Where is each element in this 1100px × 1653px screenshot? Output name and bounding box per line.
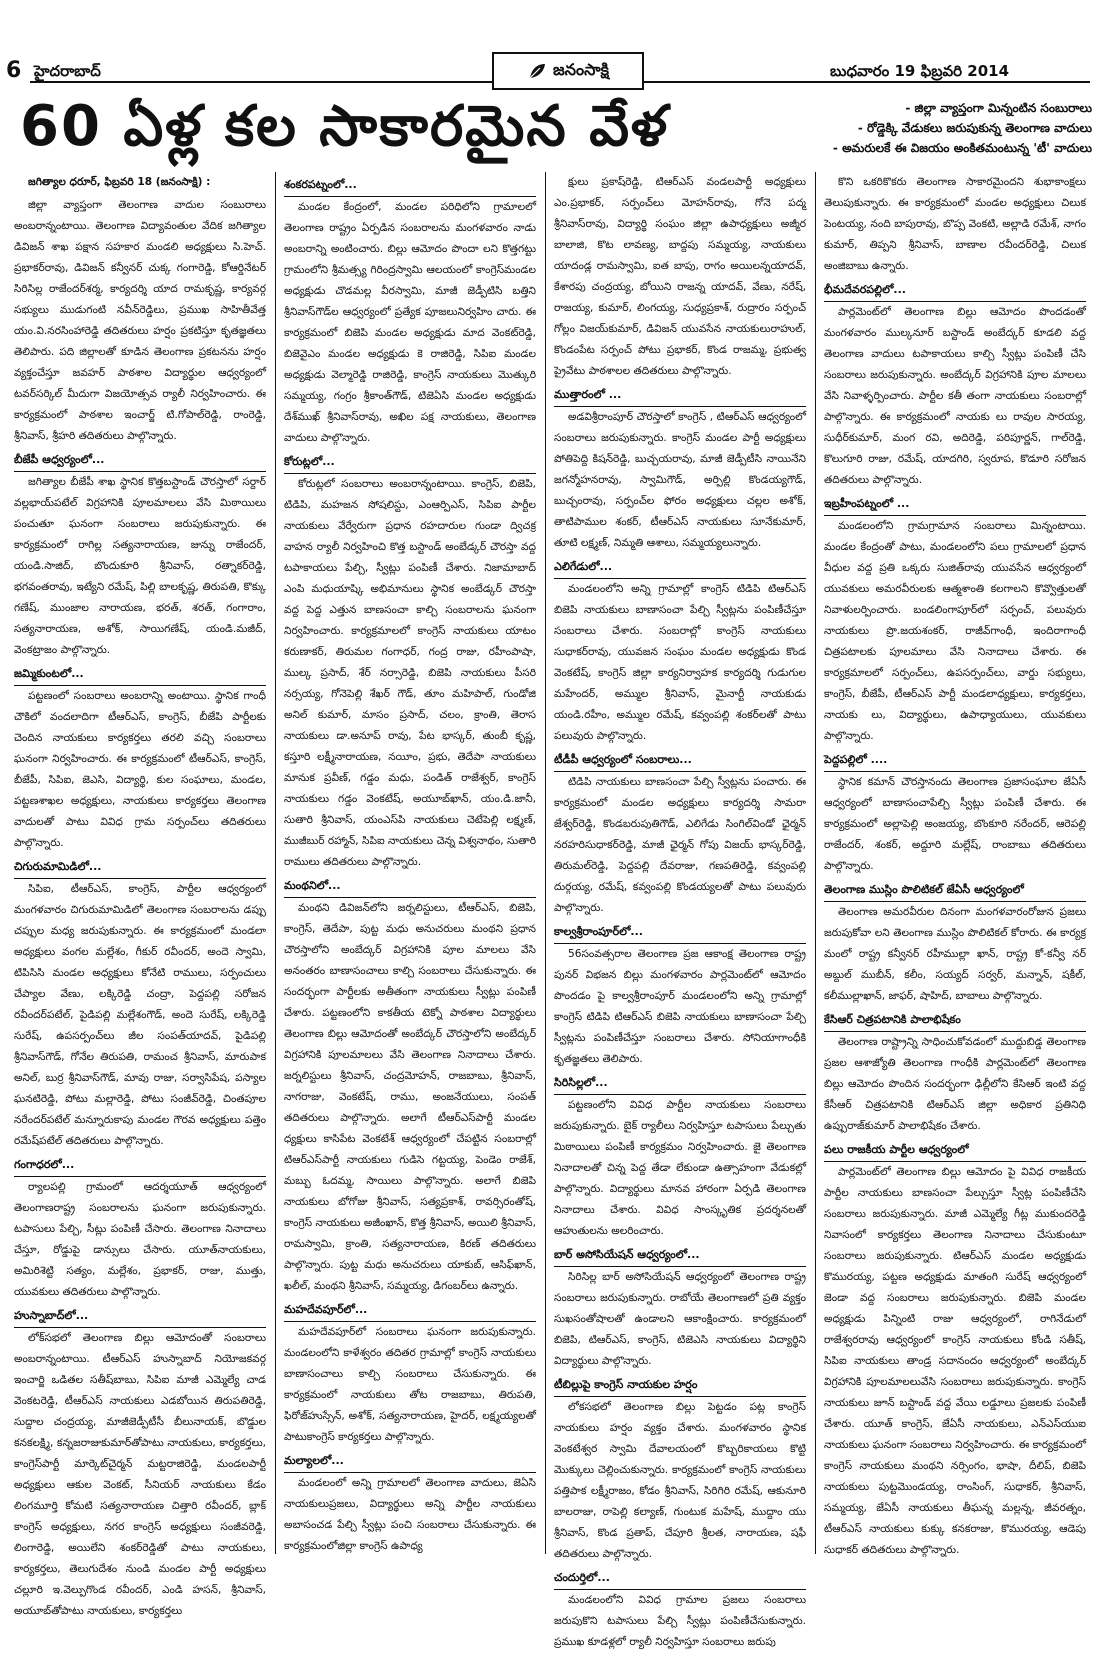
section-subheading: చిగురుమామిడిలో... bbox=[14, 856, 266, 879]
newspaper-logo bbox=[492, 52, 644, 90]
section-subheading: ఇబ్రహీంపట్నంలో ... bbox=[824, 493, 1086, 516]
section-subheading: సిరిసిల్లలో... bbox=[554, 1072, 806, 1095]
section-subheading: పలు రాజకీయ పార్టీల ఆధ్వర్యంలో bbox=[824, 1139, 1086, 1162]
article-paragraph: మంథని డివిజన్‌లోని జర్నలిస్టులు, టీఆర్ఎస్, బిజెపి, కాంగ్రెస్, తెదేపా, పుట్ట మధు అనుచరులు మంథని ప్రధాన చౌరస్తాలోని అంబేద్కర్ విగ్రహానికి పూల మాలలు వేసి అనంతరం బాణాసంచాలు కాల్చి సంబరాలు చేసుకున్నారు. ఈ సందర్భంగా పార్టీలకు అతీతంగా నాయకులు స్వీట్లు పంపిణీ చేశారు. పట్టణంలోని కాకతీయ టెక్నో పాఠశాల విద్యార్థులు తెలంగాణ బిల్లు ఆమోదంతో అంబేద్కర్ చౌరస్తాలోని అంబేద్కర్ విగ్రహానికి పూలమాలలు వేసి తెలంగాణ నినాదాలు చేశారు. జర్నలిస్టులు శ్రీనివాస్, చంద్రమోహన్, రాజబాబు, శ్రీనివాస్, నాగరాజు, వెంకటేష్, రాము, అంజనేయులు, సంపత్ తదితరులు పాల్గొన్నారు. అలాగే టీఆర్ఎస్‌పార్టీ మండల ధ్యక్షులు కాసిపేట వెంకటేశ్ ఆధ్వర్యంలో చేపట్టిన సంబరాల్లో టిఆర్ఎస్‌పార్టీ నాయకులు గుడిసె గట్టయ్య, పెండెం రాజేశ్, మబ్బు ఓదమ్మ, సాయిలు పాల్గొన్నారు. అలాగే బిజెపి నాయకులు బోగోజు శ్రీనివాస్, సత్యప్రకాశ్, రావర్సిరంతోష్, కాంగ్రెస్ నాయకులు అజీంఖాన్, కొత్త శ్రీనివాస్, అయిలి శ్రీనివాస్, రామస్వామి, క్రాంతి, సత్యనారాయణ, కిరణ్ తదితరులు పాల్గొన్నారు. పుట్ట మధు అనుచరులు యాకుబ్, ఆసిఫ్‌ఖాన్, ఖలీల్, మంథని శ్రీనివాస్, సమ్మయ్య, డిగంబర్‌లు ఉన్నారు. bbox=[284, 902, 536, 1292]
article-paragraph: లోకసభలో తెలంగాణ బిల్లు పెట్టడం పట్ల కాంగ్రెస్ నాయకులు హర్షం వ్యక్తం చేశారు. మంగళవారం స్థానిక వెంకటేశ్వర స్వామి దేవాలయంలో కొబ్బరికాయలు కొట్టి మొక్కులు చెల్లించుకున్నారు. కార్యక్రమంలో కాంగ్రెస్ నాయకులు పత్తిపాక లక్ష్మీరాజం, కోడం శ్రీనివాస్, సిరిగిరి రమేష్, ఆకునూరి బాలరాజు, రాపెల్లి కల్యాణ్, గుంటుక మహేష్, ముద్దాం యు శ్రీనివాస్, కొండ ప్రతాప్, చేపూరి శ్రీలత, నారాయణ, షఫీ తదితరులు పాల్గొన్నారు. bbox=[554, 1401, 806, 1560]
article-dateline: జగిత్యాల ధరూర్, ఫిబ్రవరి 18 (జనంసాక్షి) : bbox=[28, 176, 211, 188]
column-divider bbox=[815, 172, 816, 1554]
section-subheading: మల్యాలలో... bbox=[284, 1450, 536, 1473]
article-paragraph: అడవిశ్రీరాంపూర్ చౌరస్తాలో కాంగ్రెస్ , టిఆర్ఎస్ ఆధ్వర్యంలో సంబరాలు జరుపుకున్నారు. కాంగ్రెస్ మండల పార్టీ అధ్యక్షులు పోతిపెద్ది కిషన్‌రెడ్డి, బుచ్చయరావు, మాజీ జెడ్పీటీసి నాయినేని జగన్మోహనరావు, స్వామిగౌడ్, అర్పిల్లి కొండయ్యగౌడ్, బుచ్చంరావు, సర్పంచ్‌ల ఫోరం అధ్యక్షులు చల్లల అశోక్, తాటిపాముల శంకర్, టీఆర్ఎస్ నాయకులు సూనేకుమార్, తూటి లక్ష్మణ్, నిమ్మతి ఆశాలు, సమ్మయ్యలున్నారు. bbox=[554, 411, 806, 549]
article-paragraph: మండలంలోని వివిధ గ్రామాల ప్రజలు సంబరాలు జరుపుకొని టపాసులు పేల్చి స్వీట్లు పంపిణీచేసుకున్నారు. ప్రముఖ కూడళ్లలో ర్యాలీ నిర్వహిస్తూ సంబరాలు జరుపు bbox=[554, 1594, 806, 1648]
article-column-2 bbox=[284, 172, 536, 1554]
article-paragraph: ర్యాలపల్లి గ్రామంలో ఆదర్శయూత్ ఆధ్వర్యంలో తెలంగాణరాష్ట్ర సంబరాలను ఘనంగా జరుపుకున్నారు. టపాసులు పేల్చి, సీట్లు పంపిణీ చేసారు. తెలంగాణ నినాదాలు చేస్తూ, రోడ్డుపై డాన్సులు చేసారు. యూత్‌నాయకులు, అమిరిశెట్టి సత్యం, మల్లేశం, ప్రభాకర్, రాజు, ముత్తు, యువకులు తదితరులు పాల్గొన్నారు. bbox=[14, 1181, 266, 1298]
article-paragraph: జగిత్యాల బీజేపీ శాఖ స్థానిక కొత్తబస్టాండ్ చౌరస్తాలో సర్దార్ వల్లభాయ్‌పటేల్ విగ్రహానికి పూలమాలలు వేసి మిఠాయిలు పంచుతూ ఘనంగా సంబరాలు జరుపుకున్నారు. ఈ కార్యక్రమంలో రాగిల్ల సత్యనారాయణ, జున్ను రాజేందర్, యండి.సాజిద్, బొందుకూరి శ్రీనివాస్, రత్నాకర్‌రెడ్డి, భగవంతరావు, ఇట్యేని రమేష్, పిల్లి బాలకృష్ణ, తిరుపతి, కొక్కు గణేష్, ముంజాల నారాయణ, భరత్, శరత్, గంగారాం, సత్యనారాయణ, అశోక్, సాయిగణేష్, యండి.మజీద్, వెంకట్రాజం పాల్గొన్నారు. bbox=[14, 476, 266, 656]
deck-line: - జిల్లా వ్యాప్తంగా మిన్నంటిన సంబురాలు bbox=[905, 101, 1092, 115]
article-columns bbox=[14, 172, 1088, 1648]
article-paragraph: పార్లమెంట్‌లో తెలంగాణ బిల్లు ఆమోదం పొందడంతో మంగళవారం ముల్కనూర్ బస్టాండ్ అంబేద్కర్ కూడలి వద్ద తెలంగాణ వాదులు టపాకాయలు కాల్చి స్వీట్లు పంపిణీ చేసి సంబరాలు జరుపుకున్నారు. అంబేద్కర్ విగ్రహానికి పూల మాలలు వేసి నివాళ్ళర్పించారు. పార్టీల కతీ తంగా నాయకులు సంబరాల్లో పాల్గొన్నారు. ఈ కార్యక్రమంలో నాయకు లు రావుల సారయ్య, సుధీర్‌కుమార్, మంగ రవి, అదిరెడ్డి, పరిపూర్ణన్, గాల్‌రెడ్డి, కొలుగూరి రాజు, రమేష్, యాదగిరి, స్వరూప, కొడూరి సరోజన తదితరులు పాల్గొన్నారు. bbox=[824, 306, 1086, 486]
section-subheading: బీజేపీ ఆధ్వర్యంలో... bbox=[14, 449, 266, 472]
section-subheading: పెద్దపల్లిలో .... bbox=[824, 749, 1086, 772]
section-subheading: బార్ అసోసియేషన్ ఆధ్వర్యంలో... bbox=[554, 1244, 806, 1267]
section-subheading: టీబిల్లుపై కాంగ్రెస్ నాయకుల హర్షం bbox=[554, 1374, 806, 1397]
column-divider bbox=[545, 172, 546, 1554]
logo-text: జనంసాక్షి bbox=[553, 59, 609, 79]
article-paragraph: మండలంలోని అన్ని గ్రామాల్లో కాంగ్రెస్ టిడిపి టిఆర్ఎస్ బిజెపి నాయకులు బాణాసంచా పేల్చి స్వీట్లను పంపిణీచేస్తూ సంబరాలు చేశారు. సంబరాల్లో కాంగ్రెస్ నాయకులు సుధాకర్‌రావు, యువజన సంఘం మండల అధ్యక్షుడు కొండ వెంకటేష్, కాంగ్రెస్ జిల్లా కార్యనిర్వాహక కార్యదర్శి గుడుగుల మహేందర్, అమ్ముల శ్రీనివాస్, మైనార్టీ నాయకుడు యండి.రహీం, అమ్ముల రమేష్, కవ్వంపల్లి శంకర్‌లతో పాటు పలువురు పాల్గొన్నారు. bbox=[554, 583, 806, 742]
article-column-4 bbox=[824, 172, 1086, 1554]
main-headline: 60 ఏళ్ల కల సాకారమైన వేళ bbox=[20, 94, 670, 159]
article-paragraph: కొని ఒకరికొకరు తెలంగాణ సాకారమైందని శుభాకాంక్షలు తెలుపుకున్నారు. ఈ కార్యక్రమంలో మండల అధ్యక్షులు చిలుక పెంటయ్య, నంది బాపురావు, బొప్ప వెంకటి, అల్లాడి రమేశ్, నాగం కుమార్, తిప్పని శ్రీనివాస్, బాణాల రవీందర్‌రెడ్డి, చిలుక అంజిబాబు ఉన్నారు. bbox=[824, 176, 1086, 272]
section-subheading: భీమదేవరపల్లిలో... bbox=[824, 279, 1086, 302]
article-paragraph: సిపిఐ, టీఆర్ఎస్, కాంగ్రెస్, పార్టీల ఆధ్వర్యంలో మంగళవారం చిగురుమామిడిలో తెలంగాణ సంబరాలను డప్పు చప్పుల మధ్య జరుపుకున్నారు. ఈ కార్యక్రమంలో మండలా అధ్యక్షులు వంగల మల్లేశం, గీకుర్ రవీందర్, అందె స్వామి, టిపిసిసి మండల అధ్యక్షులు కోనేటి రాములు, సర్పంచులు చేప్యాల వేణు, లక్కిరెడ్డి చంద్రా, పెద్దపల్లి సరోజన రవీందర్‌పటేల్, పైడిపల్లి మల్లేశంగౌడ్, అందె సురేష్, లక్కిరెడ్డి సురేష్, ఉపసర్పంచ్‌లు జీల సంపత్‌యాదవ్, పైడిపల్లి శ్రీనివాస్‌గౌడ్, గోనేల తిరుపతి, రామంచ శ్రీనివాస్, మారుపాక అనిల్, బుర్ర శ్రీనివాస్‌గౌడ్, మావు రాజు, సర్వాసిపేష, పస్యాల ఘనటిరెడ్డి, పోటు మల్లారెడ్డి, పోటు సంజీవ్‌రెడ్డి, చింతపూల నరేందర్‌పటేల్ మన్నూరుకాపు మండల గౌరవ అధ్యక్షులు పత్తెం రమేష్‌పటేల్ తదితరులు పాల్గొన్నారు. bbox=[14, 883, 266, 1147]
section-subheading: కాల్వశ్రీరాంపూర్‌లో... bbox=[554, 921, 806, 944]
article-paragraph: లోక్‌సభలో తెలంగాణ బిల్లు ఆమోదంతో సంబరాలు అంబరాన్నంటాయి. టీఆర్ఎస్ హుస్నాబాద్ నియోజకవర్గ ఇంచార్జి ఒడితల సతీష్‌బాబు, సిపిఐ మాజీ ఎమ్మెల్యే చాడ వెంకటరెడ్డి, టీఆర్ఎస్ నాయకులు ఎడబోయిన తిరుపతిరెడ్డి, సుద్దాల చంద్రయ్య, మాజీజెడ్పీటీసీ బీలునాయక్, బొడ్డుల కనకలక్ష్మి, కన్నజరాజుకుమార్‌తోపాటు నాయకులు, కార్యకర్తలు, కాంగ్రెస్‌పార్టీ మార్కెట్‌చైర్మన్ మట్టరాజిరెడ్డి, మండలపార్టీ అధ్యక్షులు ఆకుల వెంకట్, సీనియర్ నాయకులు కేడం లింగమూర్తి కోమటి సత్యనారాయణ చిత్తారి రవీందర్, బ్లాక్ కాంగ్రెస్ అధ్యక్షులు, నగర కాంగ్రెస్ అధ్యక్షులు సంజీవరెడ్డి, లింగారెడ్డి, అయిలేని శంకర్‌రెడ్డితో పాటు నాయకులు, కార్యకర్తలు, తెలుగుదేశం నుండి మండల పార్టీ అధ్యక్షులు చల్లూరి ఇ.వెల్పుగొండ రవీందర్, ఎండి హసన్, శ్రీనివాస్, అయూబ్‌తోపాటు నాయకులు, కార్యకర్తలు bbox=[14, 1332, 266, 1617]
leaf-icon bbox=[527, 61, 547, 81]
article-paragraph: పార్లమెంట్‌లో తెలంగాణ బిల్లు ఆమోదం పై వివిధ రాజకీయ పార్టీల నాయకులు బాణసంచా పేల్చుస్తూ స్వీట్ల పంపిణీచేసి సంబరాలు జరుపుకున్నారు. మాజీ ఎమ్మెల్యే గీట్ల ముకుందరెడ్డి నివాసంలో కార్యకర్తలు తెలంగాణ నినాదాలు చేసుకుంటూ సంబరాలు జరుపుకున్నారు. టిఆర్ఎస్ మండల అధ్యక్షుడు కొమురయ్య, పట్టణ అధ్యక్షుడు మాతంగి సురేష్ ఆధ్వర్యంలో జెండా వద్ద సంబరాలు జరుపుకున్నారు. బిజెపి మండల అధ్యక్షుడు పిన్నింటి రాజు ఆధ్వర్యంలో, రాగినేడులో రాజేశ్వరరావు ఆధ్వర్యంలో కాంగ్రెస్ నాయకులు కోండి సతీష్, సిపిఐ నాయకులు తాండ్ర సదానందం ఆధ్వర్యంలో అంబేద్కర్ విగ్రహానికి పూలమాలలువేసి సంబరాలు జరుపుకున్నారు. కాంగ్రెస్ నాయకులు జూన్ బస్టాండ్ వద్ద వేయి లడ్డూలు ప్రజలకు పంపిణీ చేశారు. యూత్ కాంగ్రెస్, జేఏసీ నాయకులు, ఎన్ఎస్‌యుఐ నాయకులు ఘనంగా సంబరాలు నిర్వహించారు. ఈ కార్యక్రమంలో కాంగ్రెస్ నాయకులు మంథని నర్సింగం, భాషా, దీలిప్, బిజెపి నాయకులు పుట్టమొండయ్య, రాంసింగ్, సుధాకర్, శ్రీనివాస్, సమ్మయ్య, జేఏసీ నాయకులు తీఘన్న మల్లన్న, జీవరత్నం, టీఆర్ఎస్ నాయకులు కుక్కు కనకరాజు, కొమురయ్య, ఆడెపు సుధాకర్ తదితరులు పాల్గొన్నారు. bbox=[824, 1166, 1086, 1556]
article-paragraph: సిరిసిల్ల బార్ అసోసియేషన్ ఆధ్వర్యంలో తెలంగాణ రాష్ట్ర సంబరాలు జరుపుకున్నారు. రాబోయే తెలంగాణలో ప్రతి వ్యక్తం సుఖసంతోషాలతో ఉండాలని ఆకాంక్షించారు. కార్యక్రమంలో బిజెపి, టిఆర్ఎస్, కాంగ్రెస్, టిజెఎసి నాయకులు విద్యార్థిని విద్యార్థులు పాల్గొన్నారు. bbox=[554, 1271, 806, 1367]
section-subheading: తెలంగాణ ముస్లిం పొలిటికల్ జేఏసీ ఆధ్వర్యంలో bbox=[824, 879, 1086, 902]
article-paragraph: మహదేవపూర్‌లో సంబరాలు ఘనంగా జరుపుకున్నారు. మండలంలోని కాళేశ్వరం తదితర గ్రామాల్లో కాంగ్రెస్ నాయకులు బాణాసంచాలు కాల్చి సంబరాలు చేసుకున్నారు. ఈ కార్యక్రమంలో నాయకులు తోట రాజబాబు, తిరుపతి, ఫిరోజ్‌హుస్సేన్, అశోక్, సత్యనారాయణ, హైదర్, లక్ష్మయ్యలతో పాటుకాంగ్రెస్ కార్యకర్తలు పాల్గొన్నారు. bbox=[284, 1326, 536, 1443]
article-paragraph: పట్టణంలో సంబరాలు అంబరాన్ని అంటాయి. స్థానిక గాంధీ చౌకిలో వందలాదిగా టీఆర్ఎస్, కాంగ్రెస్, బీజేపి పార్టీలకు చెందిన నాయకులు కార్యకర్తలు తరలి వచ్చి సంబరాలు ఘనంగా నిర్వహించారు. ఈ కార్యక్రమంలో టీఆర్ఎస్, కాంగ్రెస్, బీజేపీ, సిపిఐ, జెఎసి, విద్యార్థి, కుల సంఘాలు, మండల, పట్టణశాఖల అధ్యక్షులు, నాయకులు కార్యకర్తలు తెలంగాణ వాదులతో పాటు వివిధ గ్రామ సర్పంచ్‌లు తదితరులు పాల్గొన్నారు. bbox=[14, 690, 266, 849]
article-paragraph: తెలంగాణ అమరవీరుల దినంగా మంగళవారంరోజున ప్రజలు జరుపుకోవా లని తెలంగాణ ముస్లిం పొలిటికల్ కోరారు. ఈ కార్యక్ర మంలో రాష్ట్ర కన్వీనర్ రహీముల్లా ఖాన్, రాష్ట్ర కో-కన్వీ నర్ అబ్దుల్ ముబీన్, కలీం, సయ్యద్ సర్వర్, మన్నాన్, షకీల్, కలీముల్లాఖాన్, జాఫర్, షాహిద్, బాబాలు పాల్గొన్నారు. bbox=[824, 906, 1086, 1002]
article-paragraph: పట్టణంలోని వివిధ పార్టీల నాయకులు సంబరాలు జరుపుకున్నారు. బైక్ ర్యాలీలు నిర్వహిస్తూ టపాసులు పేల్చుతు మిఠాయిలు పంపిణీ కార్యక్రమం నిర్వహించారు. జై తెలంగాణ నినాదాలతో చిన్న పెద్ద తేడా లేకుండా ఉత్సాహంగా వేడుకల్లో పాల్గొన్నారు. విద్యార్థులు మానవ హారంగా ఏర్పడి తెలంగాణ నినాదాలు చేశారు. వివిధ సాంస్కృతిక ప్రదర్శనలతో ఆహుతులను అలరించారు. bbox=[554, 1099, 806, 1237]
article-paragraph: జిల్లా వ్యాప్తంగా తెలంగాణ వాదుల సంబురాలు అంబరాన్నంటాయి. తెలంగాణ విద్యావంతుల వేదిక జగిత్యాల డివిజన్ శాఖ పక్షాన సహకార మండలి అధ్యక్షులు సి.హెచ్. ప్రభాకర్‌రావు, డివిజన్ కన్వీనర్ చుక్క గంగారెడ్డి, కోఆర్డినేటర్ సిరిసిల్ల రాజేందర్‌శర్మ, కార్యదర్శి యాద రామకృష్ణ, కార్యవర్గ సభ్యులు ముడుగంటి నవీన్‌రెడ్డిలు, ప్రముఖ సాహితీవేత్త యం.వి.నరసింహారెడ్డి తదితరులు హర్షం ప్రకటిస్తూ కృతజ్ఞతలు తెలిపారు. పది జిల్లాలతో కూడిన తెలంగాణ ప్రకటనను హర్షం వ్యక్తంచేస్తూ జవహర్ పాఠశాల విద్యార్థుల ఆధ్వర్యంలో టవర్‌సర్కిల్ మీదుగా విజయోత్సవ ర్యాలీ నిర్వహించారు. ఈ కార్యక్రమంలో పాఠశాల ఇంచార్జ్ టి.గోపాల్‌రెడ్డి, రాంరెడ్డి, శ్రీనివాస్, శ్రీహరి తదితరులు పాల్గొన్నారు. bbox=[14, 199, 266, 442]
article-paragraph: క్షులు ప్రకాష్‌రెడ్డి, టిఆర్ఎస్ వండలపార్టీ అధ్యక్షులు ఎం.ప్రభాకర్, సర్పంచ్‌లు మోహన్‌రావు, గోనె పద్మ శ్రీనివాస్‌రావు, విద్యార్థి సంఘం జిల్లా ఉపాధ్యక్షులు అజ్మీర బాలాజి, కొట లావణ్య, బాద్దపు సమ్మయ్య, నాయకులు యాదండ్ల రామస్వామి, ఐత బాపు, రాగం అయిలన్నయాదవ్, కేశారపు చంద్రయ్య, బోయిని రాజన్న యాదవ్, వేణు, నరేష్, రాజయ్య, కుమార్, లింగయ్య, సుధ్యప్రకాశ్, రుద్రారం సర్పంచ్ గోల్లం విజయ్‌కుమార్, డివిజన్ యువసేన నాయకులురాహుల్, కొండంపేట సర్పంచ్ పోటు ప్రభాకర్, కొండ రాజమ్మ, ప్రభుత్వ ప్రైవేటు పాఠశాలల తదితరులు పాల్గొన్నారు. bbox=[554, 176, 806, 377]
article-column-1 bbox=[14, 172, 266, 1617]
section-subheading: ఎలిగేడులో... bbox=[554, 556, 806, 579]
section-subheading: గంగాధరలో... bbox=[14, 1154, 266, 1177]
section-subheading: మహదేవపూర్‌లో... bbox=[284, 1299, 536, 1322]
section-subheading: కేసిఆర్ చిత్రపటానికి పాలాభిషేకం bbox=[824, 1009, 1086, 1032]
section-subheading: చందుర్తిలో... bbox=[554, 1567, 806, 1590]
section-subheading: జమ్మికుంటలో... bbox=[14, 663, 266, 686]
deck-line: - అమరులకే ఈ విజయం అంకితమంటున్న 'టీ' వాదులు bbox=[832, 141, 1092, 155]
article-paragraph: కోరుట్లలో సంబరాలు అంబరాన్నంటాయి. కాంగ్రెస్, బిజెపి, టిడిపి, మహజన సోషలిస్టు, ఎంఆర్పిఎస్, సిపిఐ పార్టీల నాయకులు వేర్వేరుగా ప్రధాన రహదారుల గుండా ద్విచక్ర వాహన ర్యాలీ నిర్వహించి కొత్త బస్టాండ్ అంబేడ్కర్ చౌరస్తా వద్ద టపాకాయలు పేల్చి, స్వీట్లు పంపిణీ చేశారు. నిజామాబాద్ ఎంపి మధుయాష్కి అభిమానులు స్థానిక అంబేడ్కర్ చౌరస్తా వద్ద పెద్ద ఎత్తున బాణసంచా కాల్చి సంబరాలను ఘనంగా నిర్వహించారు. కార్యక్రమాలలో కాంగ్రెస్ నాయకులు యాటం కరుణాకర్, తిరుమల గంగాధర్, గంద్ర రాజు, రహీంపాషా, ముల్క ప్రసాద్, శేర్ నర్సారెడ్డి, బిజెపి నాయకులు పీసరి నర్సయ్య, గోనెపెల్లి శేఖర్ గౌడ్, తూం మహిపాల్, గుండోజి అనిల్ కుమార్, మాసం ప్రసాద్, చలం, క్రాంతి, తెరాస నాయకులు డా.అనూప్ రావు, పేట భాస్కర్, తుంబీ కృష్ణ, కస్తూరి లక్ష్మీనారాయణ, నయీం, ప్రభు, తెదేపా నాయకులు మానుక ప్రవీణ్, గడ్డం మధు, పండిత్ రాజేశ్వర్, కాంగ్రెస్ నాయకులు గడ్డం వెంకటేష్, అయూబ్‌ఖాన్, యం.డి.జానీ, సుతారి శ్రీనివాస్, యంఎస్‌పి నాయకులు చెటేపెల్లి లక్ష్మణ్, ముజీబుర్ రహ్మాన్, సిపిఐ నాయకులు చెన్న విశ్వనాథం, సుతారి రాములు తదితరులు పాల్గొన్నారు. bbox=[284, 478, 536, 868]
article-paragraph: స్థానిక కమాన్ చౌరస్తానందు తెలంగాణ ప్రజాసంఘాల జేఏసీ ఆధ్వర్యంలో బాణాసంచాపేల్చి స్వీట్లు పంపిణీ చేశారు. ఈ కార్యక్రమంలో అల్లాపెల్లి అంజయ్య, బొంకూరి నరేందర్, ఆరెపల్లి రాజేందర్, శంకర్, అద్దూరి మల్లేష్, రాంబాబు తదితరులు పాల్గొన్నారు. bbox=[824, 776, 1086, 872]
section-subheading: హుస్నాబాద్‌లో... bbox=[14, 1305, 266, 1328]
page-number: 6 bbox=[6, 58, 22, 83]
article-paragraph: 56సంవత్సరాల తెలంగాణ ప్రజ ఆకాంక్ష తెలంగాణ రాష్ట్ర పునర్ విభజన బిల్లు మంగళవారం పార్లమెంట్‌లో ఆమోదం పొందడం పై కాల్వశ్రీరాంపూర్ మండలంలోని అన్ని గ్రామాల్లో కాంగ్రెస్ టిడిపి టిఆర్ఎస్ బిజెపి నాయకులు బాణాసంచా పేల్చి స్వీట్లను పంపిణీచేస్తూ సంబరాలు చేశారు. సోనియాగాంధీకి కృతజ్ఞతలు తెలిపారు. bbox=[554, 948, 806, 1065]
column-divider bbox=[275, 172, 276, 1554]
section-subheading: ముత్తారంలో ... bbox=[554, 384, 806, 407]
article-column-3 bbox=[554, 172, 806, 1648]
article-paragraph: మండలంలోని గ్రామగ్రామాన సంబరాలు మిన్నంటాయి. మండల కేంద్రంతో పాటు, మండలంలోని పలు గ్రామాలలో ప్రధాన వీధుల వద్ద ప్రతి ఒక్కరు సుజిత్‌రావు యువసేన ఆధ్వర్యంలో యువకులు అమరవీరులకు ఆత్మశాంతి కలగాలని కొవ్వొత్తులతో నివాళులర్పించారు. బండలింగాపూర్‌లో సర్పంచ్, పలువురు నాయకులు ప్రొ.జయశంకర్, రాజీవ్‌గాంధీ, ఇందిరాగాంధీ చిత్రపటాలకు పూలమాలు వేసి నినాదాలు చేశారు. ఈ కార్యక్రమాలలో సర్పంచ్‌లు, ఉపసర్పంచ్‌లు, వార్డు సభ్యులు, కాంగ్రెస్, బీజేపీ, టీఆర్ఎస్ పార్టీ మండలాధ్యక్షులు, కార్యకర్తలు, నాయకు లు, విద్యార్థులు, ఉపాధ్యాయులు, యువకులు పాల్గొన్నారు. bbox=[824, 520, 1086, 742]
article-paragraph: మండలంలో అన్ని గ్రామాలలో తెలంగాణ వాదులు, జెఏసి నాయకులుప్రజలు, విద్యార్థులు అన్ని పార్టీల నాయకులు అబాసంచడ పేల్చి స్వీట్లు పంచి సంబరాలు చేసుకున్నారు. ఈ కార్యక్రమంలోజిల్లా కాంగ్రెస్ ఉపాధ్య bbox=[284, 1477, 536, 1552]
section-subheading: కోరుట్లలో... bbox=[284, 451, 536, 474]
issue-date: బుధవారం 19 ఫిబ్రవరి 2014 bbox=[830, 62, 1010, 80]
article-paragraph: తెలంగాణ రాష్ట్రాన్ని సాధించుకోవడంలో ముద్దుబిడ్డ తెలంగాణ ప్రజల ఆశాజ్యోతి తెలంగాణ గాంధీకి పార్లమెంట్‌లో తెలంగాణ బిల్లు ఆమోదం పొందిన సందర్భంగా ఢిల్లీలోని కేసిఆర్ ఇంటి వద్ద కేసీఆర్ చిత్రపటానికి టిఆర్ఎస్ జిల్లా అధికార ప్రతినిధి ఉప్పురాజ్‌కుమార్ పాలాభిషేకం చేశారు. bbox=[824, 1036, 1086, 1132]
deck-line: - రోడ్డెక్కి వేడుకలు జరుపుకున్న తెలంగాణ వాదులు bbox=[857, 121, 1092, 135]
section-subheading: టీడీపీ ఆధ్వర్యంలో సంబరాలు... bbox=[554, 749, 806, 772]
article-paragraph: మండల కేంద్రంలో, మండల పరిధిలోని గ్రామాలలో తెలంగాణ రాష్ట్రం ఏర్పడిన సంబరాలను మంగళవారం నాడు అంబరాన్ని అంటించారు. బిల్లు ఆమోదం పొందా లని కొత్తగట్టు గ్రామంలోని శ్రీమత్స్య గిరింద్రస్వామి ఆలయంలో కాంగ్రెస్‌మండల అధ్యక్షుడు చొడమల్ల వీరస్వామి, మాజీ జెడ్పీటిసి బత్తిని శ్రీనివాస్‌గౌడ్‌ల ఆధ్వర్యంలో ప్రత్యేక పూజలునిర్వహిం చారు. ఈ కార్యక్రమంలో బిజెపి మండల అధ్యక్షుడు మాద వెంకట్‌రెడ్డి, బిజెవైఎం మండల అధ్యక్షుడు కె రాజిరెడ్డి, సిపిఐ మండల అధ్యక్షుడు వెల్మారెడ్డి రాజిరెడ్డి, కాంగ్రెస్ నాయకులు మొత్కురి సమ్మయ్య, గంగ్రం శ్రీకాంత్‌గౌడ్, టిజెఏసి మండల అధ్యక్షుడు దేశ్‌ముఖ్ శ్రీనివాస్‌రావు, అఖిల పక్ష నాయకులు, తెలంగాణ వాదులు పాల్గొన్నారు. bbox=[284, 201, 536, 444]
headline-decks bbox=[812, 98, 1092, 158]
city-name: హైదరాబాద్ bbox=[34, 62, 101, 80]
masthead bbox=[0, 0, 1100, 88]
section-subheading: శంకరపట్నంలో... bbox=[284, 174, 536, 197]
section-subheading: మంథనిలో... bbox=[284, 875, 536, 898]
article-paragraph: టిడిపి నాయకులు బాణసంచా పేల్చి స్వీట్లను పంచారు. ఈ కార్యక్రమంలో మండల అధ్యక్షులు కార్యదర్శి సామరా జేశ్వర్‌రెడ్డి, కొండబరుపుతిగౌడ్, ఎలిగేడు సింగిల్‌విండో ఛైర్మన్ నరహరిసుధాకర్‌రెడ్డి, మాజీ ఛైర్మన్ గోపు విజయ్ భాస్కర్‌రెడ్డి, తిరుమల్‌రెడ్డి, పెద్దపల్లి దేవరాజు, గణపతిరెడ్డి, కవ్వంపల్లి దుర్గయ్య, రమేష్, కవ్వంపల్లి కొండయ్యలతో పాటు పలువురు పాల్గొన్నారు. bbox=[554, 776, 806, 914]
